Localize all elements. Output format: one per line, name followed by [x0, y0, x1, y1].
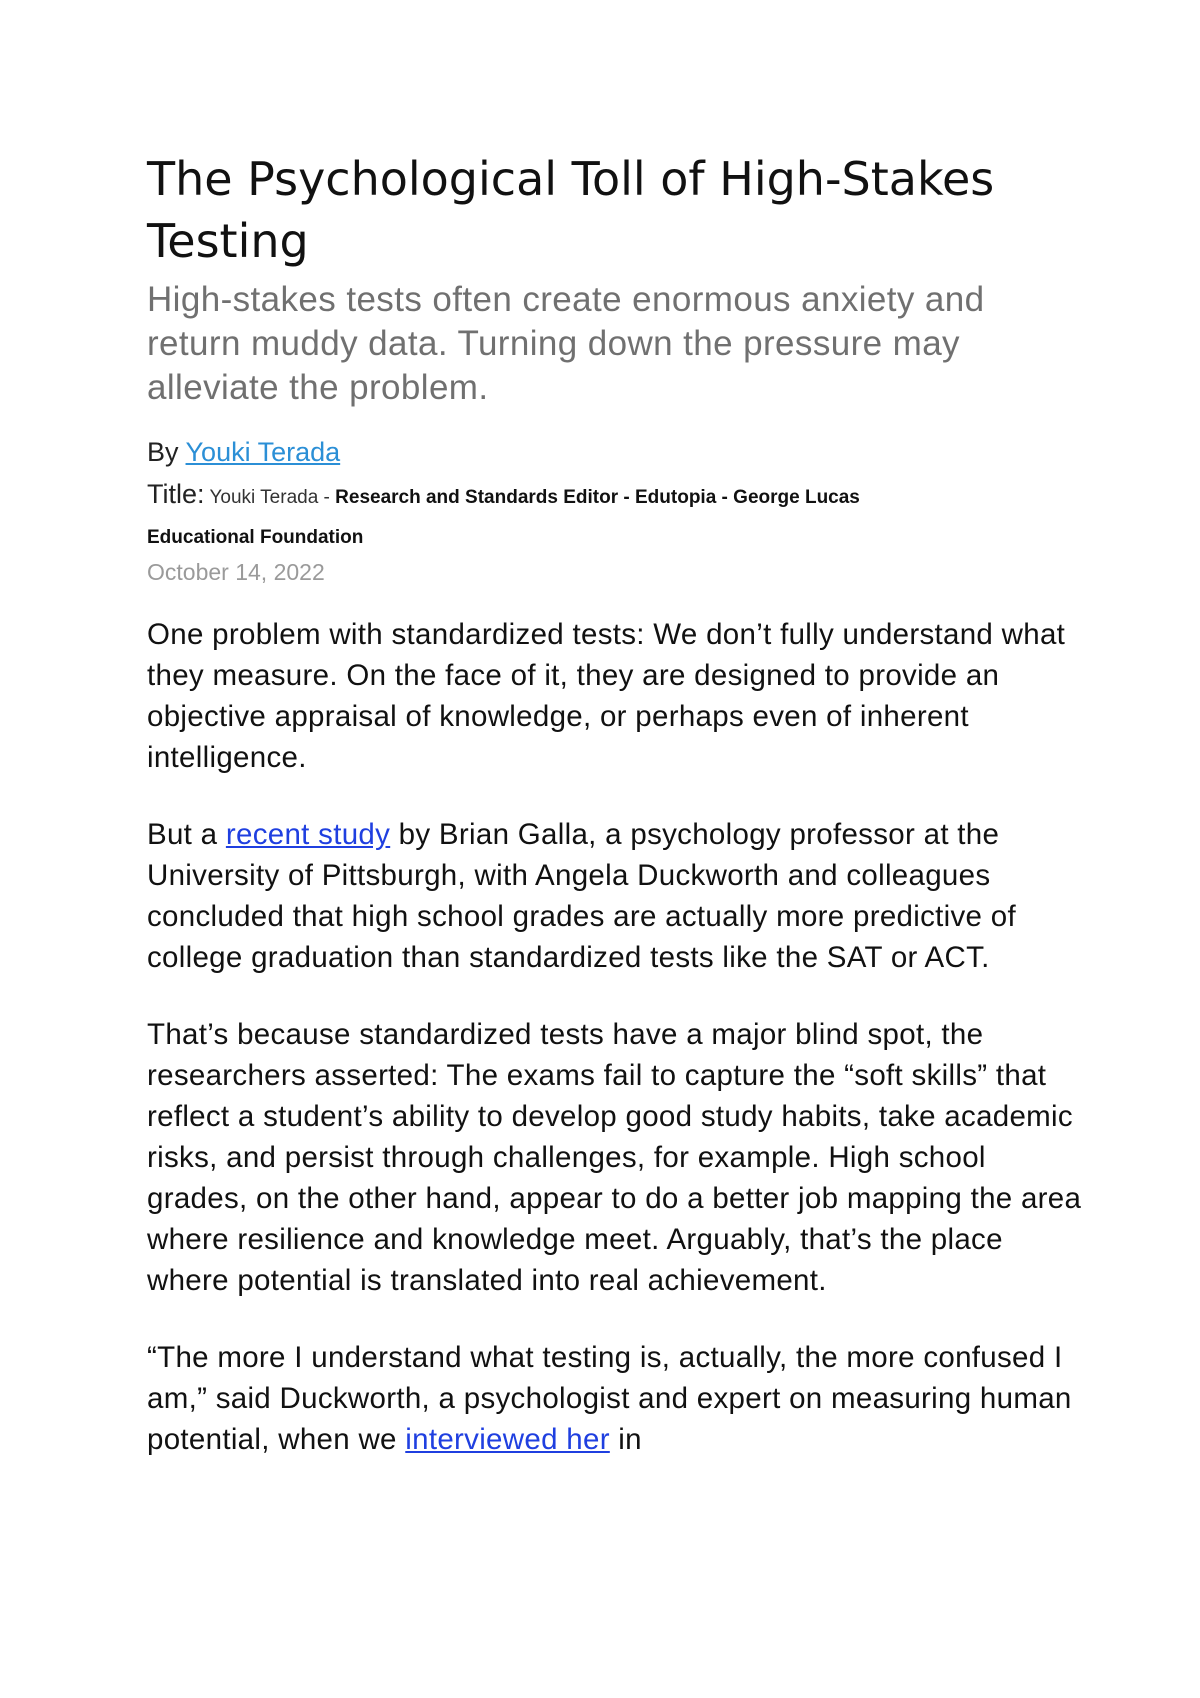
- author-name: Youki Terada -: [204, 487, 336, 508]
- author-link[interactable]: Youki Terada: [185, 437, 341, 467]
- publish-date: October 14, 2022: [147, 559, 325, 585]
- paragraph-3: That’s because standardized tests have a major blind spot, the researchers asserted: The exams fail to capture the “soft skills” that reflect a student’s ability to develop good study habits, take academic risks, and persist through challenges, for example. High school grades, on the other hand, appear to do a better job mapping the area where resilience and knowledge meet. Arguably, that’s the place where potential is translated into real achievement.: [147, 1018, 1082, 1297]
- article-title: The Psychological Toll of High-Stakes Testing: [147, 152, 995, 268]
- paragraph-4-text-end: in: [609, 1423, 642, 1456]
- byline-prefix: By: [147, 437, 186, 467]
- paragraph-1: One problem with standardized tests: We don’t fully understand what they measure. On the face of it, they are designed to provide an objective appraisal of knowledge, or perhaps even of inherent intelligence.: [147, 618, 1066, 774]
- title-label: Title:: [147, 479, 205, 509]
- interviewed-her-link[interactable]: interviewed her: [405, 1423, 610, 1456]
- document-page: [147, 148, 1087, 1460]
- paragraph-4: [147, 1337, 1087, 1460]
- paragraph-2: [147, 814, 1087, 978]
- paragraph-4-text-start: “The more I understand what testing is, actually, the more confused I am,” said Duckworth, a psychologist and expert on measuring human potential, when we: [147, 1341, 1072, 1456]
- paragraph-2-text-end: by Brian Galla, a psychology professor at the University of Pittsburgh, with Angela Duckworth and colleagues concluded that high school grades are actually more predictive of college graduation than standardized tests like the SAT or ACT.: [147, 818, 1016, 974]
- author-title-line: [147, 474, 1087, 518]
- recent-study-link[interactable]: recent study: [225, 818, 391, 851]
- author-role: Research and Standards Editor - Edutopia - George Lucas: [335, 487, 860, 508]
- paragraph-2-text-start: But a: [147, 818, 226, 851]
- article-subtitle: High-stakes tests often create enormous anxiety and return muddy data. Turning down the pressure may alleviate the problem.: [147, 280, 985, 407]
- author-organization: Educational Foundation: [147, 527, 364, 548]
- byline: [147, 434, 1087, 470]
